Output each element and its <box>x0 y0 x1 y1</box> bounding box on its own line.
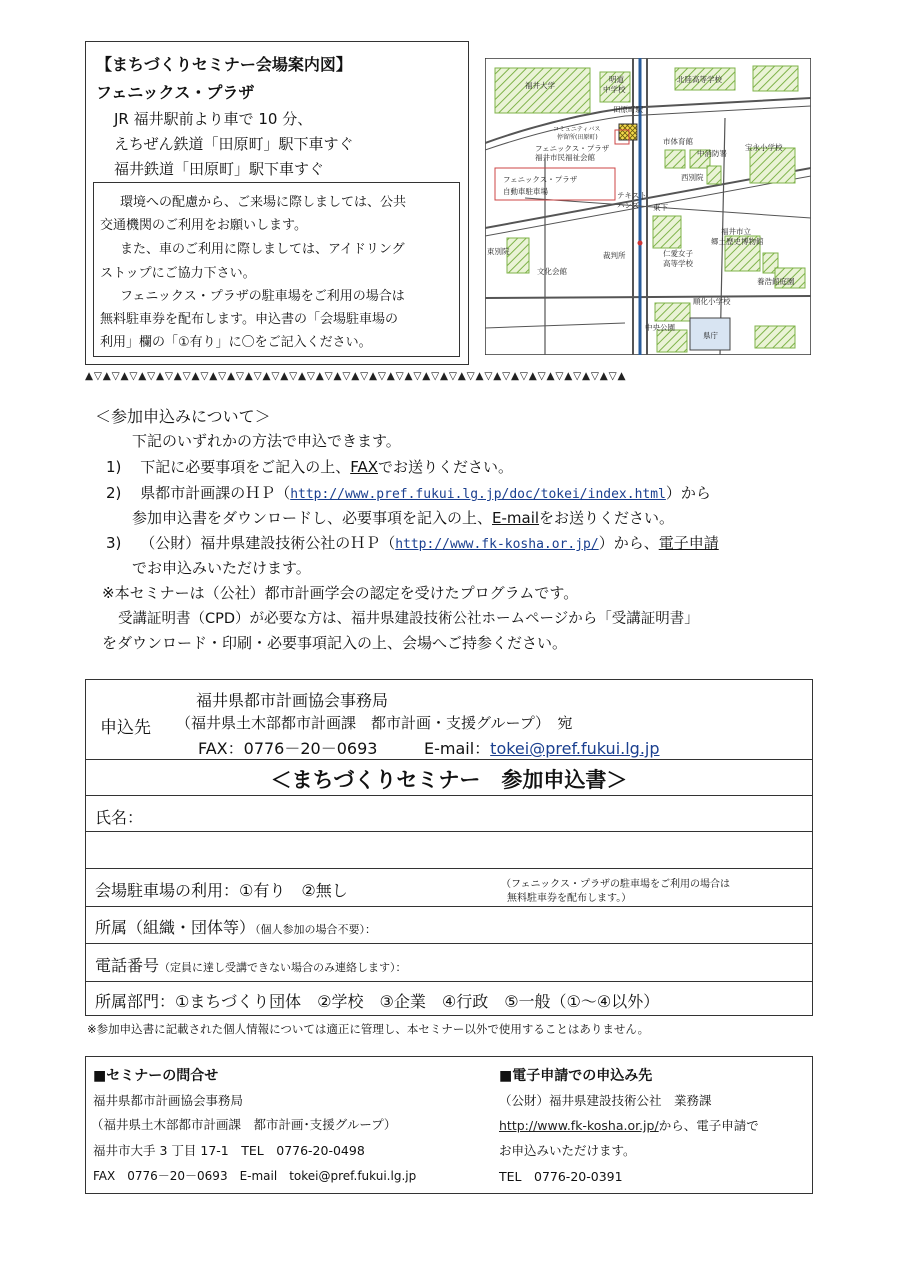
map-label-techno2: ハンズ <box>617 201 640 210</box>
map-label-museum2: 郷土歴史博物館 <box>711 237 764 246</box>
form-parking-row[interactable] <box>85 868 813 906</box>
map-block-phoenix-plaza <box>619 124 637 140</box>
method-2-cont <box>132 507 674 528</box>
map-label-phoenix1: フェニックス・プラザ <box>535 144 610 153</box>
kosha-url-link[interactable]: http://www.fk-kosha.or.jp/ <box>395 537 599 552</box>
notice-line-3: また、車のご利用に際しましては、アイドリング <box>120 242 405 257</box>
notice-line-5: フェニックス・プラザの駐車場をご利用の場合は <box>120 289 405 304</box>
contact-left-line-2: （福井県土木部都市計画課 都市計画･支援グループ） <box>91 1117 397 1132</box>
contact-right-org: （公財）福井県建設技術公社 業務課 <box>499 1093 712 1108</box>
fax-link[interactable]: FAX <box>350 458 378 476</box>
form-phone-label: 電話番号 <box>95 956 160 975</box>
contact-right-title: ■電子申請での申込み先 <box>499 1068 653 1084</box>
method-2-text-c: 参加申込書をダウンロードし、必要事項を記入の上、 <box>132 509 493 527</box>
form-name-label: 氏名： <box>95 808 144 827</box>
method-2-num: 2) <box>106 484 122 502</box>
map-label-toho: 東別院 <box>487 247 510 256</box>
contact-right-url[interactable]: http://www.fk-kosha.or.jp/ <box>499 1118 659 1133</box>
map-label-jinai1: 仁愛女子 <box>663 249 693 258</box>
map-label-nishi: 西別院 <box>681 173 704 182</box>
contact-left-line-1: 福井県都市計画協会事務局 <box>93 1093 244 1108</box>
map-label-gym: 市体育館 <box>663 137 693 146</box>
map-block-fukui-univ <box>495 68 590 113</box>
form-name-row[interactable] <box>85 795 813 831</box>
notice-line-7: 利用」欄の「①有り」に〇をご記入ください。 <box>100 335 372 350</box>
contact-left-line-4: FAX 0776－20－0693 E-mail tokei@pref.fukui.lg.jp <box>93 1169 417 1183</box>
map-block-junka <box>655 303 690 321</box>
map-label-community2: 停留所(田原町) <box>557 134 598 141</box>
form-phone-note: （定員に達し受講できない場合のみ連絡します）： <box>159 961 407 974</box>
form-name-extra-row[interactable] <box>85 831 813 868</box>
form-to-dept: （福井県土木部都市計画課 都市計画・支援グループ） 宛 <box>176 714 573 732</box>
contact-box <box>85 1056 813 1194</box>
form-to-org: 福井県都市計画協会事務局 <box>196 691 389 710</box>
access-line-2: えちぜん鉄道「田原町」駅下車すぐ <box>114 135 354 153</box>
form-parking-label: 会場駐車場の利用：①有り ②無し <box>95 881 348 900</box>
map-block-north-east <box>753 66 798 91</box>
venue-title: 【まちづくりセミナー会場案内図】 <box>96 55 352 74</box>
e-application-link[interactable]: 電子申請 <box>658 534 719 552</box>
method-1-text-a: 下記に必要事項をご記入の上、 <box>140 458 351 476</box>
method-3-text-a: （公財）福井県建設技術公社のＨＰ（ <box>140 534 396 552</box>
form-parking-note-2: 無料駐車券を配布します。） <box>507 893 632 904</box>
map-label-higashi: 東下 <box>653 203 668 212</box>
form-title-row <box>85 759 813 795</box>
map-label-hokuriku: 北陸高等学校 <box>677 75 722 84</box>
notice-line-2: 交通機関のご利用をお願いします。 <box>100 218 307 233</box>
form-email-label: E-mail： <box>424 739 491 758</box>
access-line-1: JR 福井駅前より車で 10 分、 <box>114 110 313 128</box>
cpd-line-1: ※本セミナーは（公社）都市計画学会の認定を受けたプログラムです。 <box>102 584 579 602</box>
contact-left-title: ■セミナーの問合せ <box>93 1068 219 1084</box>
form-parking-note-1: （フェニックス・プラザの駐車場をご利用の場合は <box>501 879 730 890</box>
venue-info-box <box>85 41 469 365</box>
form-fax: FAX：0776－20－0693 <box>198 739 378 758</box>
access-line-3: 福井鉄道「田原町」駅下車すぐ <box>114 160 325 178</box>
pref-url-link[interactable]: http://www.pref.fukui.lg.jp/doc/tokei/index.html <box>290 487 666 502</box>
method-1 <box>106 456 513 477</box>
application-heading: ＜参加申込みについて＞ <box>95 407 271 426</box>
map-block-gym <box>665 150 685 168</box>
form-affil <box>95 915 376 938</box>
map-label-phoenix2: 福井市民福祉会館 <box>535 153 595 162</box>
contact-right-tel: TEL 0776-20-0391 <box>499 1169 623 1184</box>
privacy-note: ※参加申込書に記載された個人情報については適正に管理し、本セミナー以外で使用することはありません。 <box>87 1022 650 1036</box>
map-label-kencho: 県庁 <box>703 331 718 340</box>
map-label-chuo-park: 中央公園 <box>645 323 675 332</box>
notice-box <box>93 182 460 357</box>
notice-line-4: ストップにご協力下さい。 <box>100 266 256 281</box>
contact-right-line3: お申込みいただけます。 <box>499 1143 636 1158</box>
map-block-chuo-park <box>657 330 687 352</box>
map-block-toho <box>507 238 529 273</box>
method-1-text-b: でお送りください。 <box>378 458 514 476</box>
form-phone <box>95 953 407 976</box>
map-label-parking1: フェニックス・プラザ <box>503 175 578 184</box>
form-title: ＜まちづくりセミナー 参加申込書＞ <box>270 768 628 792</box>
form-dept-label: 所属部門：①まちづくり団体 ②学校 ③企業 ④行政 ⑤一般（①～④以外） <box>95 992 660 1011</box>
form-phone-row[interactable] <box>85 943 813 981</box>
method-2-text-b: ）から <box>665 484 711 502</box>
method-3-text-b: ）から、 <box>598 534 659 552</box>
map-label-jinai2: 高等学校 <box>663 259 693 268</box>
venue-map <box>485 58 811 355</box>
form-affil-row[interactable] <box>85 906 813 943</box>
map-label-parking2: 自動車駐車場 <box>503 187 548 196</box>
notice-line-6: 無料駐車券を配布します。申込書の「会場駐車場の <box>100 312 398 327</box>
map-label-techno1: テキスト <box>617 191 647 200</box>
notice-line-1: 環境への配慮から、ご来場に際しましては、公共 <box>120 195 407 210</box>
map-stop-marker <box>638 241 643 246</box>
venue-name: フェニックス・プラザ <box>96 83 255 102</box>
method-3-cont: でお申込みいただけます。 <box>132 559 311 577</box>
contact-right-after-url: から、電子申請で <box>658 1118 759 1133</box>
cpd-line-3: をダウンロード・印刷・必要事項記入の上、会場へご持参ください。 <box>102 634 568 652</box>
map-label-court: 裁判所 <box>603 251 626 260</box>
method-2-text-d: をお送りください。 <box>539 509 675 527</box>
contact-right-url-line <box>499 1116 759 1134</box>
application-intro: 下記のいずれかの方法で申込できます。 <box>132 432 401 450</box>
form-affil-label: 所属（組織・団体等） <box>95 918 256 937</box>
method-2-text-a: 県都市計画課のＨＰ（ <box>140 484 291 502</box>
map-block-nishi <box>707 166 721 184</box>
map-label-museum1: 福井市立 <box>721 227 751 236</box>
method-1-num: 1) <box>106 458 122 476</box>
cpd-line-2: 受講証明書（CPD）が必要な方は、福井県建設技術公社ホームページから「受講証明書」 <box>118 611 699 627</box>
map-label-yokan: 養浩館庭園 <box>757 277 795 286</box>
form-dept-row[interactable] <box>85 981 813 1016</box>
method-3-num: 3) <box>106 534 122 552</box>
method-2 <box>106 482 711 503</box>
map-block-south-east <box>755 326 795 348</box>
email-link[interactable]: E-mail <box>492 509 540 527</box>
method-3 <box>106 532 719 553</box>
map-label-fukui-univ: 福井大学 <box>525 81 555 90</box>
contact-left-line-3: 福井市大手 3 丁目 17-1 TEL 0776-20-0498 <box>93 1143 365 1158</box>
form-email <box>424 736 660 759</box>
form-to-label: 申込先 <box>100 718 151 738</box>
map-block-hoei <box>750 148 795 183</box>
form-email-link[interactable]: tokei@pref.fukui.lg.jp <box>490 739 660 758</box>
map-label-meido: 明道 <box>609 75 624 84</box>
map-block-jinai <box>653 216 681 248</box>
map-label-junka: 順化小学校 <box>693 297 731 306</box>
map-label-hoei: 宝永小学校 <box>745 143 783 152</box>
map-label-fire: 中消防署 <box>697 149 727 158</box>
triangle-divider: ▲▽▲▽▲▽▲▽▲▽▲▽▲▽▲▽▲▽▲▽▲▽▲▽▲▽▲▽▲▽▲▽▲▽▲▽▲▽▲▽▲▽▲▽▲▽▲▽▲▽▲▽▲▽▲▽▲▽▲▽▲ <box>85 370 627 382</box>
map-label-community1: コミュニティバス <box>553 126 601 133</box>
map-label-bunka: 文化会館 <box>537 267 567 276</box>
map-label-tawaramachi: 田原町駅 <box>613 105 643 114</box>
map-label-meido2: 中学校 <box>603 85 626 94</box>
form-affil-note: （個人参加の場合不要）： <box>255 923 377 936</box>
